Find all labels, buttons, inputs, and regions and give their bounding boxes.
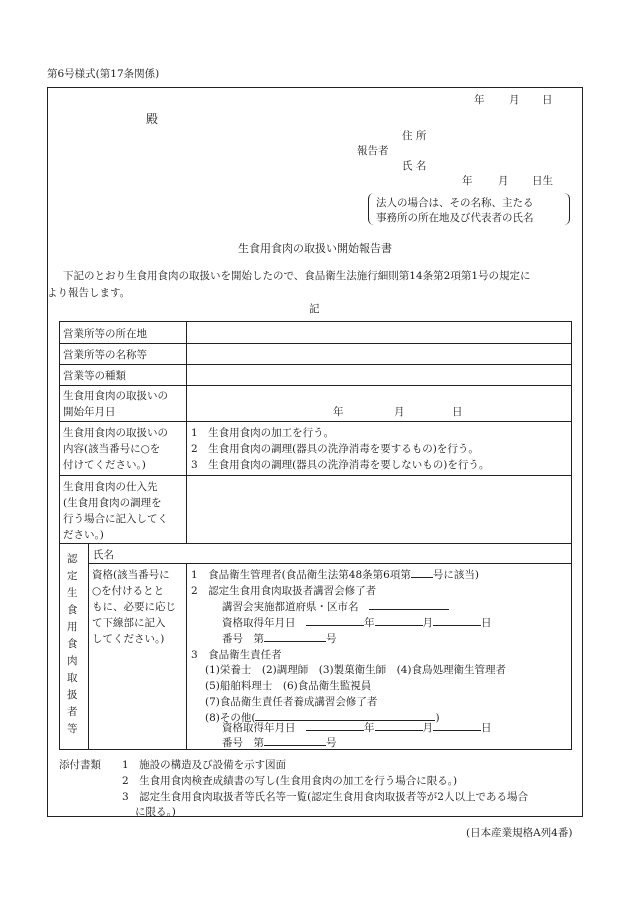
qualification-label-5: してください。) <box>92 633 165 645</box>
start-day: 日 <box>452 406 463 418</box>
business-type-label: 営業等の種類 <box>63 370 126 382</box>
birth-day: 日生 <box>532 175 553 187</box>
qualification-label-4: て下線部に記入 <box>92 617 166 629</box>
content-option-3: 3 生食用食肉の調理(器具の洗浄消毒を要しないもの)を行う。 <box>191 459 490 471</box>
qualification-label-2: ○を付けるとと <box>92 585 165 597</box>
content-label-3: 付けてください。) <box>63 459 146 471</box>
header-month: 月 <box>509 94 520 106</box>
birth-month: 月 <box>498 175 509 187</box>
qual-3-number: 番号 第 号 <box>222 737 337 749</box>
reporter-label: 報告者 <box>357 145 389 157</box>
attachment-2: 2 生食用食肉検査成績書の写し(生食用食肉の加工を行う場合に限る。) <box>122 775 458 787</box>
intro-line1: 下記のとおり生食用食肉の取扱いを開始したので、食品衛生法施行細則第14条第2項第1号の規定に <box>63 270 531 282</box>
attachment-1: 1 施設の構造及び設備を示す図面 <box>122 759 287 771</box>
qualification-label-1: 資格(該当番号に <box>92 569 170 581</box>
supplier-label-2: (生食用食肉の調理を <box>63 497 162 509</box>
qual-3-row4: (8)その他( ) <box>205 712 440 724</box>
qual-2-date: 資格取得年月日 年 月 日 <box>222 617 492 629</box>
name-label: 氏 名 <box>402 160 427 172</box>
ki-heading: 記 <box>309 303 320 315</box>
corporate-note-line2: 事務所の所在地及び代表者の氏名 <box>376 212 534 224</box>
start-label-line2: 開始年月日 <box>63 406 116 418</box>
start-label-line1: 生食用食肉の取扱いの <box>63 390 168 402</box>
corporate-note-line1: 法人の場合は、その名称、主たる <box>376 197 534 209</box>
qualification-label-3: もに、必要に応じ <box>92 601 176 613</box>
manager-name-label: 氏名 <box>93 549 114 561</box>
addressee-suffix: 殿 <box>146 112 159 126</box>
qual-3-row1: (1)栄養士 (2)調理師 (3)製菓衛生師 (4)食鳥処理衛生管理者 <box>205 664 506 676</box>
address-label: 住 所 <box>402 130 427 142</box>
start-year: 年 <box>333 406 344 418</box>
footer-note: (日本産業規格A列4番) <box>466 827 573 839</box>
location-label: 営業所等の所在地 <box>63 328 147 340</box>
qual-3-row2: (5)船舶料理士 (6)食品衛生監視員 <box>205 680 372 692</box>
qual-3-row3: (7)食品衛生責任者養成講習会修了者 <box>205 696 378 708</box>
supplier-label-4: ださい。) <box>63 529 104 541</box>
qual-3: 3 食品衛生責任者 <box>191 649 282 661</box>
supplier-label-3: 行う場合に記入してく <box>63 513 168 525</box>
birth-year: 年 <box>462 175 473 187</box>
start-month: 月 <box>394 406 405 418</box>
content-label-2: 内容(該当番号に○を <box>63 443 161 455</box>
attachment-3-line1: 3 認定生食用食肉取扱者等氏名等一覧(認定生食用食肉取扱者等が2人以上である場合 <box>122 791 528 803</box>
qual-1: 1 食品衛生管理者(食品衛生法第48条第6項第 号に該当) <box>191 569 479 581</box>
content-option-2: 2 生食用食肉の調理(器具の洗浄消毒を要するもの)を行う。 <box>191 443 479 455</box>
qual-2-number: 番号 第 号 <box>222 633 337 645</box>
qual-2: 2 認定生食用食肉取扱者講習会修了者 <box>191 585 377 597</box>
document-title: 生食用食肉の取扱い開始報告書 <box>238 242 392 255</box>
attachment-3-line2: に限る。) <box>135 806 176 818</box>
attachments-label: 添付書類 <box>59 759 101 771</box>
qual-3-date: 資格取得年月日 年 月 日 <box>222 722 492 734</box>
qual-2-prefecture: 講習会実施都道府県・区市名 <box>222 599 449 614</box>
supplier-label-1: 生食用食肉の仕入先 <box>63 481 158 493</box>
intro-line2: より報告します。 <box>47 287 131 299</box>
form-number: 第6号様式(第17条関係) <box>47 68 160 80</box>
header-year: 年 <box>474 94 485 106</box>
header-day: 日 <box>542 94 553 106</box>
content-option-1: 1 生食用食肉の加工を行う。 <box>191 427 335 439</box>
content-label-1: 生食用食肉の取扱いの <box>63 427 168 439</box>
business-name-label: 営業所等の名称等 <box>63 349 147 361</box>
